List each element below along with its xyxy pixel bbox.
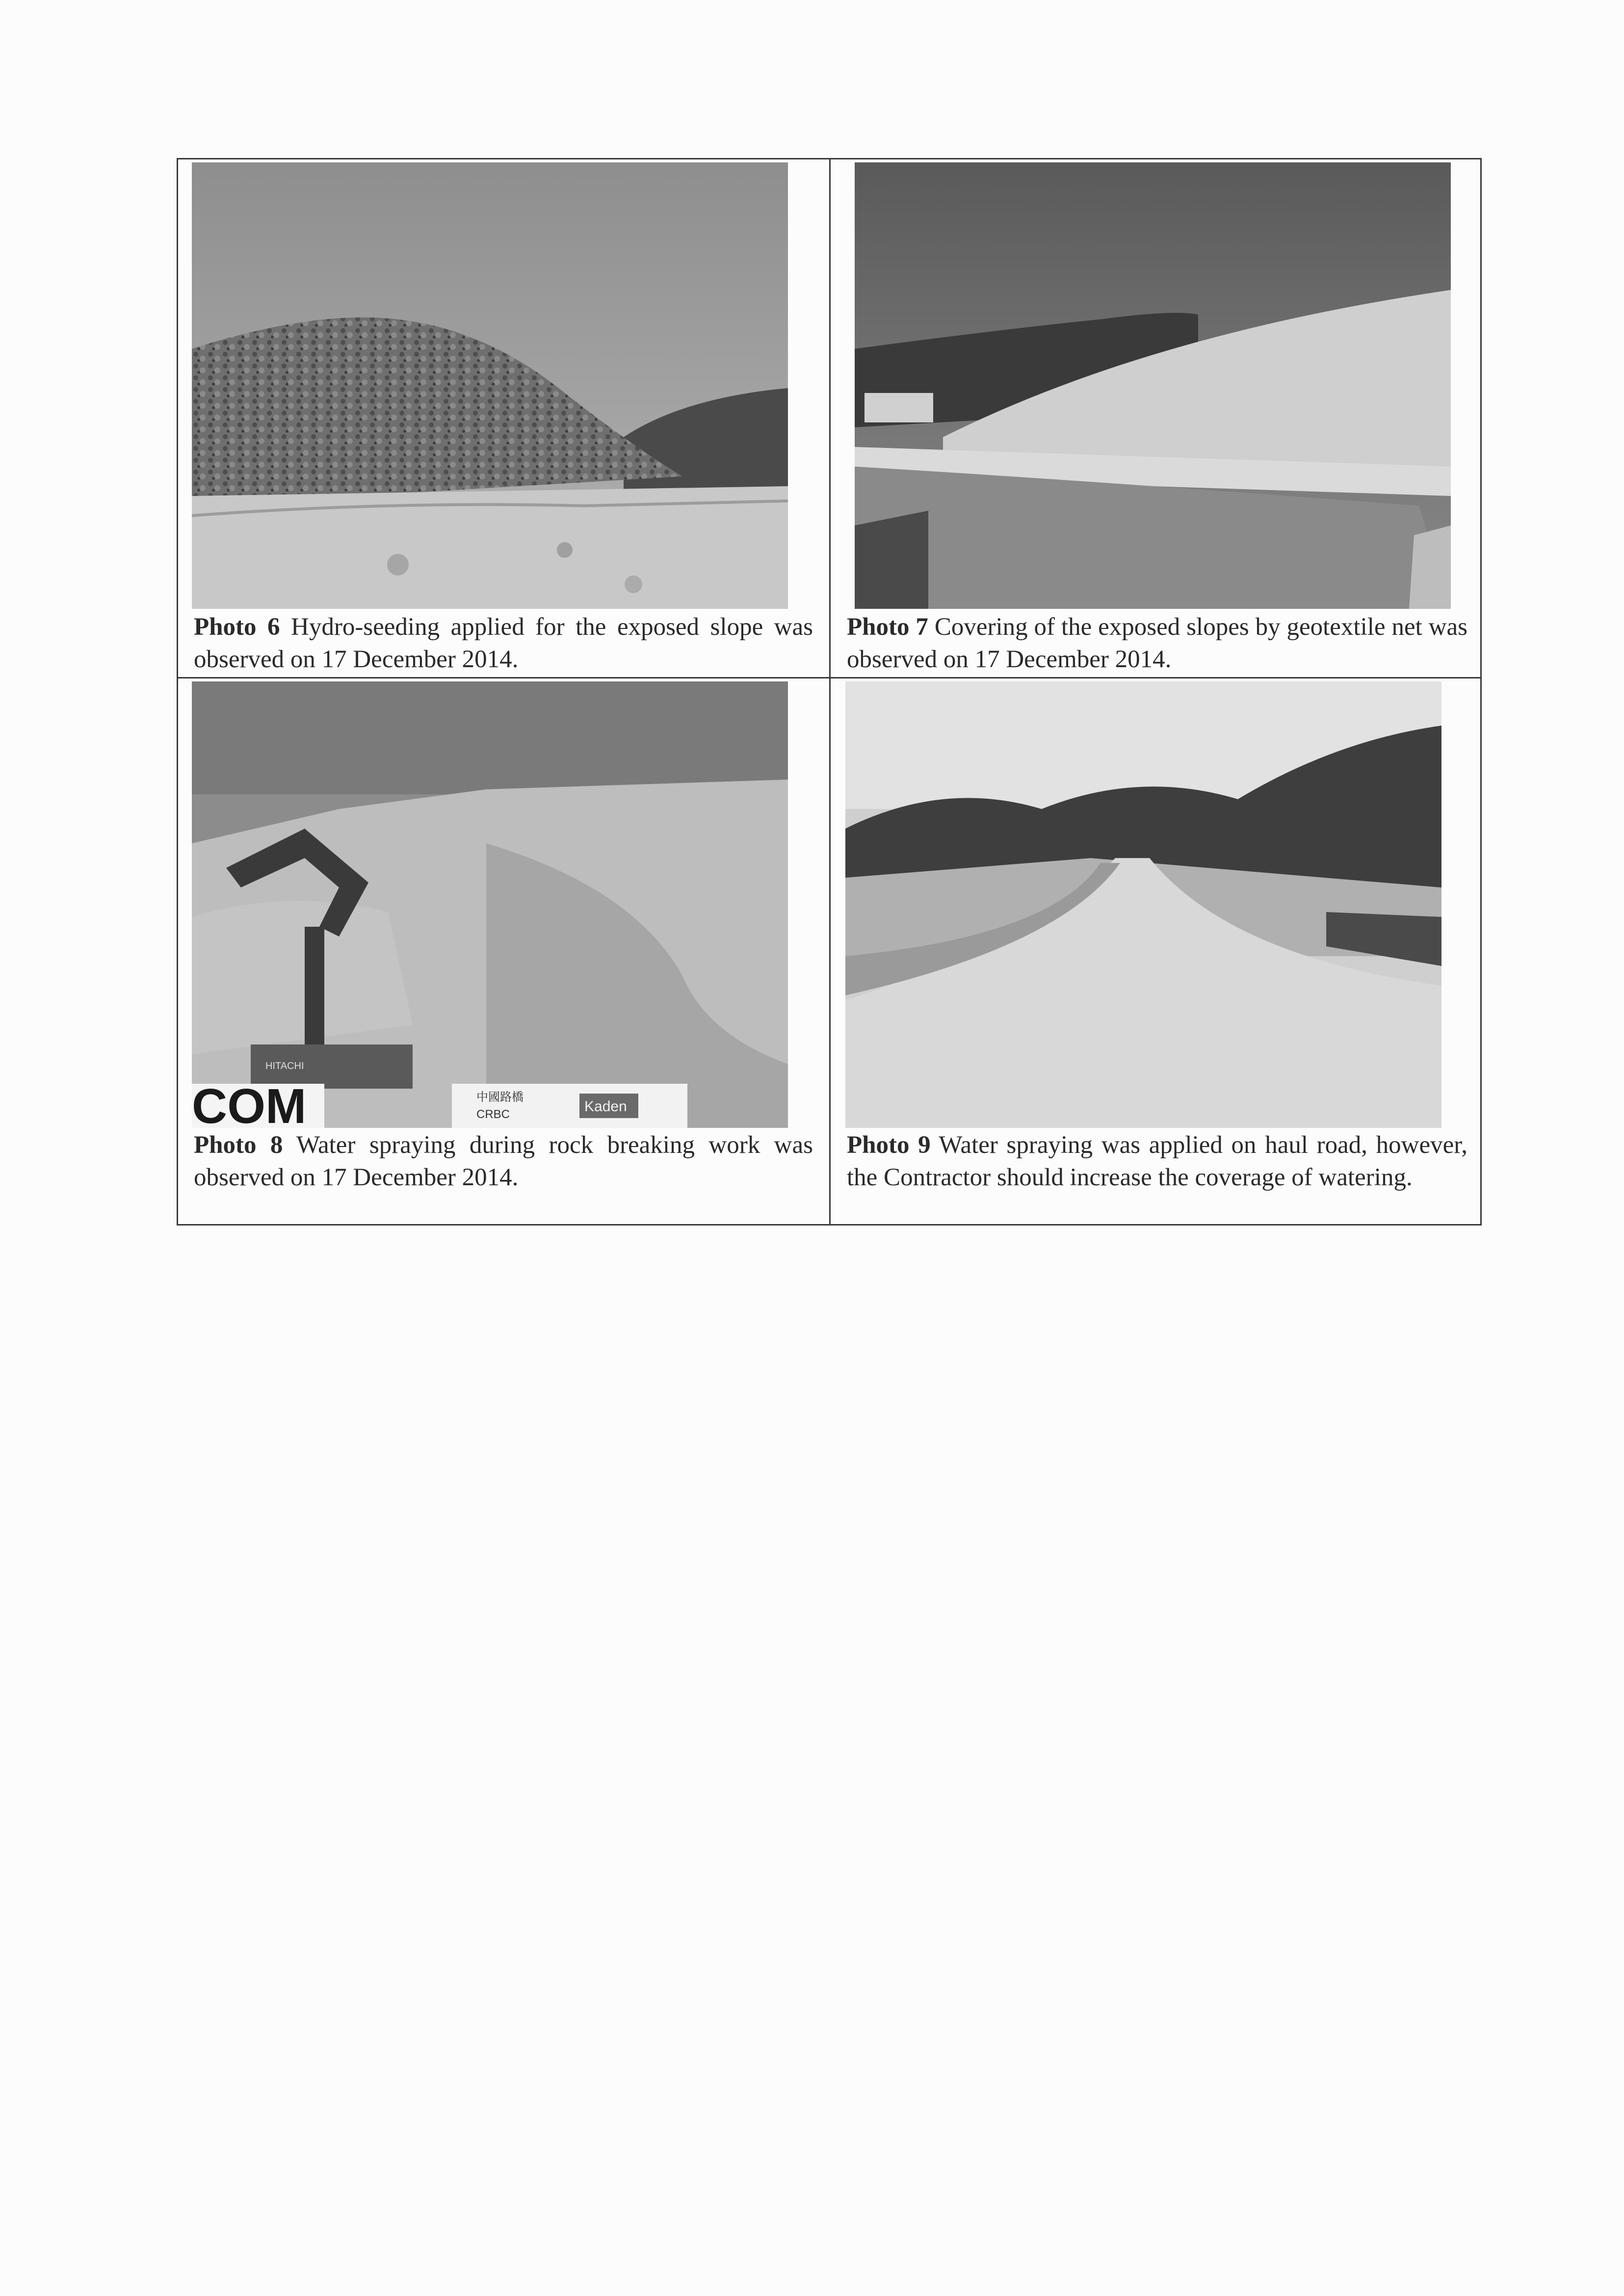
photo-8-machine-label: HITACHI (265, 1061, 304, 1071)
photo-8-sign-brand: Kaden (584, 1098, 627, 1115)
photo-8-sign-chinese: 中國路橋 (476, 1091, 524, 1104)
photo-7-image (855, 162, 1451, 609)
photo-cell-8 (178, 678, 829, 1226)
photo-9-label: Photo 9 (847, 1131, 931, 1159)
photo-6-caption-text: Hydro-seeding applied for the exposed slope was observed on 17 December 2014. (194, 613, 813, 673)
photo-9-caption-text: Water spraying was applied on haul road, however, the Contractor should increase the coverage of watering. (847, 1131, 1467, 1191)
photo-9-caption (847, 1129, 1467, 1194)
photo-cell-7 (831, 159, 1482, 677)
photo-8-label: Photo 8 (194, 1131, 283, 1159)
photo-9-image (845, 681, 1441, 1128)
photo-8-caption-text: Water spraying during rock breaking work was observed on 17 December 2014. (194, 1131, 813, 1191)
photo-7-caption (847, 611, 1467, 676)
photo-cell-6 (178, 159, 829, 677)
photo-6-image (192, 162, 788, 609)
photo-7-caption-text: Covering of the exposed slopes by geotextile net was observed on 17 December 2014. (847, 613, 1468, 673)
photo-8-banner-text: COM (192, 1079, 307, 1128)
photo-6-label: Photo 6 (194, 613, 280, 641)
photo-7-label: Photo 7 (847, 613, 928, 641)
photo-6-caption (194, 611, 813, 676)
photo-8-caption (194, 1129, 813, 1194)
photo-cell-9 (831, 678, 1482, 1226)
photo-8-sign-latin: CRBC (476, 1108, 510, 1121)
photo-8-image (192, 681, 788, 1128)
photo-table (177, 158, 1482, 1226)
